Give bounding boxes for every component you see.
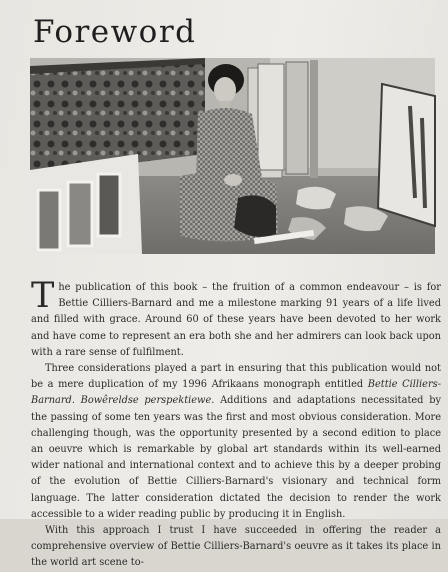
drop-cap: T [31,276,55,316]
paragraph-2-text-b: . Additions and adaptations necessitated by the passing of some ten years was the first and most obvious consideration. More challenging though, was the opportunity presented by a second edition to place an oeuvre which is remarkable by global art standards within its well-earned wider national and international context and to achieve this by a deeper probing of the evolution of Bettie Cilliers-Barnard's visionary and technical form language. The latter consideration dictated the decision to render the work accessible to a wider reading public by producing it in English. [31,395,441,520]
artist-photograph [30,58,435,254]
photograph-image [30,58,435,254]
paragraph-2 [31,361,441,523]
page-title: Foreword [33,14,197,50]
paragraph-3 [31,523,441,572]
paragraph-3-text: With this approach I trust I have succeeded in offering the reader a comprehensive overview of Bettie Cilliers-Barnard's oeuvre as it takes its place in the world art scene to- [31,525,441,569]
paragraph-1-text: he publication of this book – the fruition of a common endeavour – is for Bettie Cilliers-Barnard and me a milestone marking 91 years of a life lived and filled with grace. Around 60 of these years have been devoted to her work and have come to represent an era both she and her admirers can look back upon with a rare sense of fulfilment. [31,282,441,358]
paragraph-1 [31,276,441,361]
monograph-title: Bettie Cilliers-Barnard. Bowêreldse perspektiewe [31,379,442,407]
foreword-text [31,276,442,572]
paragraph-2-text-a: Three considerations played a part in ensuring that this publication would not be a mere duplication of my 1996 Afrikaans monograph entitled [31,363,441,391]
